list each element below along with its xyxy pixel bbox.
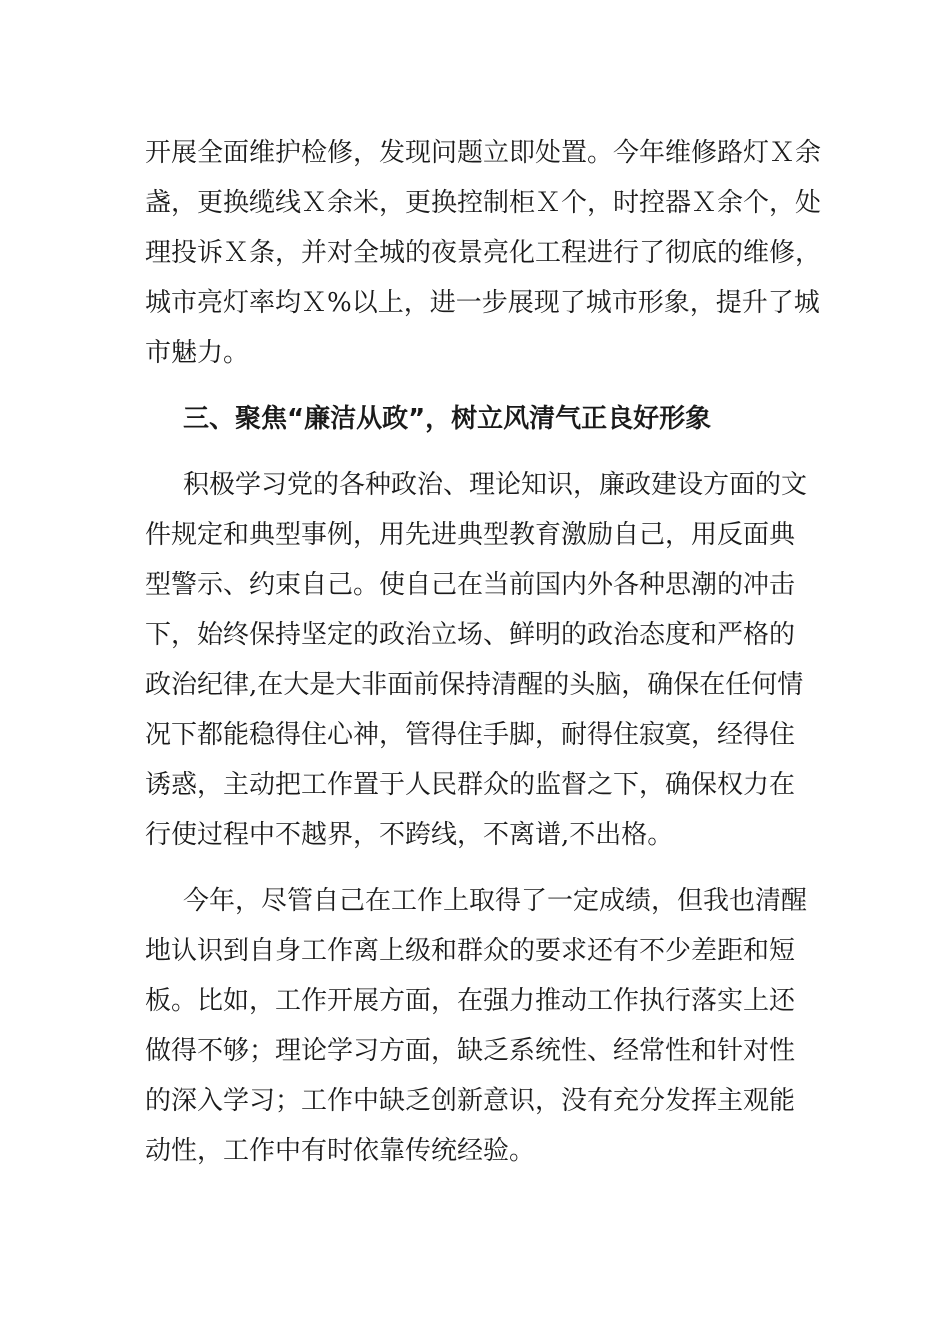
section-heading: 三、聚焦“廉洁从政”，树立风清气正良好形象 bbox=[183, 404, 712, 434]
text-line: 市魅力。 bbox=[145, 338, 250, 368]
text-line: 件规定和典型事例，用先进典型教育激励自己，用反面典 bbox=[145, 520, 796, 550]
text-line: 积极学习党的各种政治、理论知识，廉政建设方面的文 bbox=[183, 470, 808, 500]
paragraph-maintenance bbox=[145, 128, 822, 378]
text-line: 行使过程中不越界，不跨线，不离谱,不出格。 bbox=[145, 820, 674, 850]
text-line: 动性，工作中有时依靠传统经验。 bbox=[145, 1136, 536, 1166]
text-line: 诱惑，主动把工作置于人民群众的监督之下，确保权力在 bbox=[145, 770, 796, 800]
text-line: 城市亮灯率均Ｘ%以上，进一步展现了城市形象，提升了城 bbox=[145, 288, 820, 318]
text-line: 板。比如，工作开展方面，在强力推动工作执行落实上还 bbox=[145, 986, 796, 1016]
text-line: 政治纪律,在大是大非面前保持清醒的头脑，确保在任何情 bbox=[145, 670, 804, 700]
document-body bbox=[145, 128, 822, 1176]
text-line: 的深入学习；工作中缺乏创新意识，没有充分发挥主观能 bbox=[145, 1086, 796, 1116]
text-line: 地认识到自身工作离上级和群众的要求还有不少差距和短 bbox=[145, 936, 796, 966]
text-line: 做得不够；理论学习方面，缺乏系统性、经常性和针对性 bbox=[145, 1036, 796, 1066]
text-line: 盏，更换缆线Ｘ余米，更换控制柜Ｘ个，时控器Ｘ余个，处 bbox=[145, 188, 822, 218]
text-line: 今年，尽管自己在工作上取得了一定成绩，但我也清醒 bbox=[183, 886, 808, 916]
text-line: 理投诉Ｘ条，并对全城的夜景亮化工程进行了彻底的维修， bbox=[145, 238, 822, 268]
text-line: 型警示、约束自己。使自己在当前国内外各种思潮的冲击 bbox=[145, 570, 796, 600]
text-line: 开展全面维护检修，发现问题立即处置。今年维修路灯Ｘ余 bbox=[145, 138, 822, 168]
text-line: 况下都能稳得住心神，管得住手脚，耐得住寂寞，经得住 bbox=[145, 720, 796, 750]
paragraph-integrity bbox=[145, 460, 815, 860]
paragraph-shortcomings bbox=[145, 876, 815, 1176]
text-line: 下，始终保持坚定的政治立场、鲜明的政治态度和严格的 bbox=[145, 620, 796, 650]
